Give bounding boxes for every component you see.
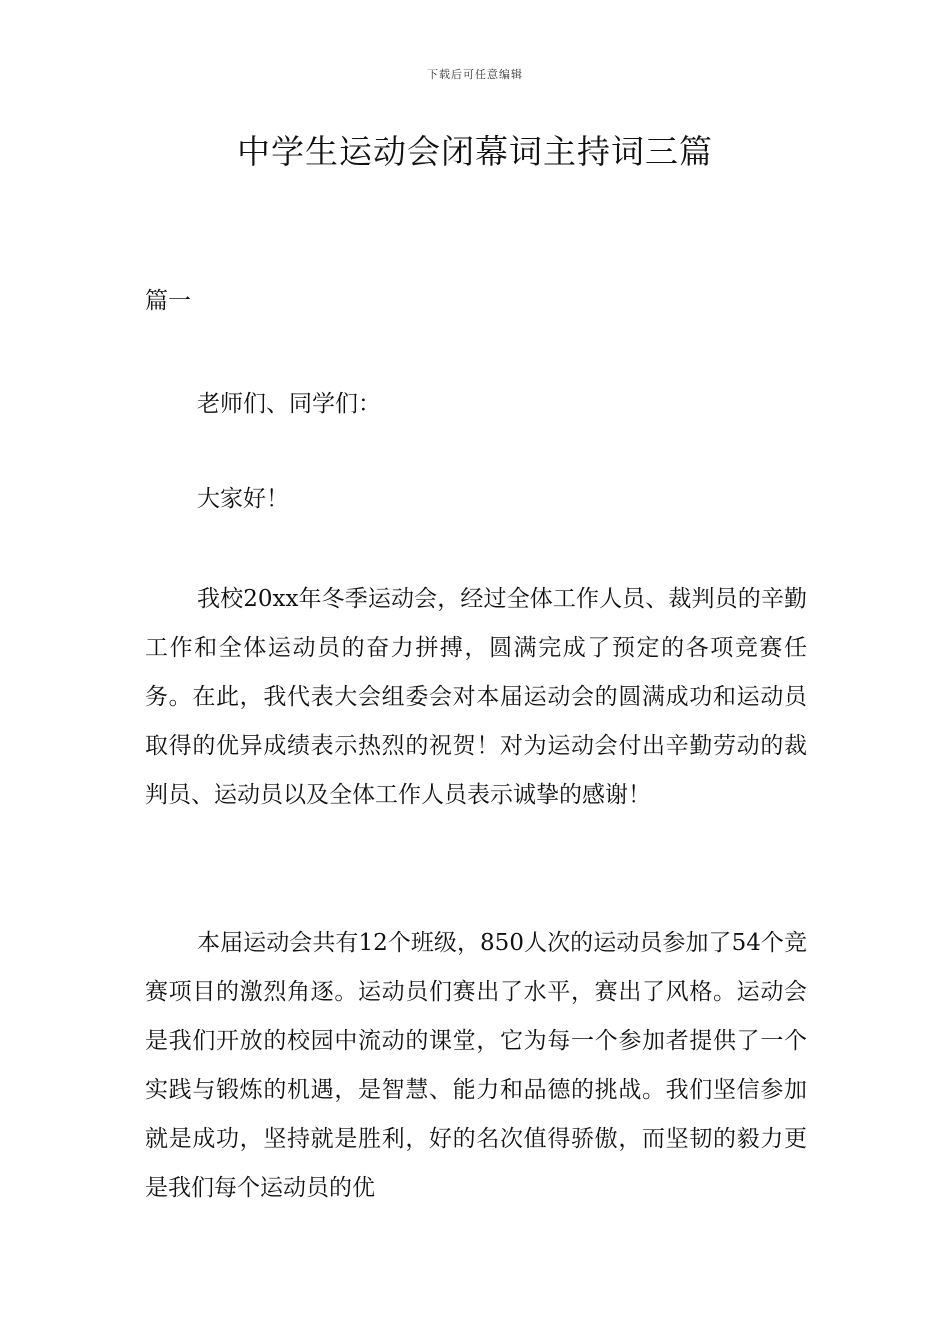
greeting-line-2: 大家好！ [197, 486, 289, 512]
section-label: 篇一 [145, 288, 191, 314]
body-paragraph-1: 我校20xx年冬季运动会，经过全体工作人员、裁判员的辛勤工作和全体运动员的奋力拼搏，圆满完成了预定的各项竞赛任务。在此，我代表大会组委会对本届运动会的圆满成功和运动员取得的优异成绩表示热烈的祝贺！对为运动会付出辛勤劳动的裁判员、运动员以及全体工作人员表示诚挚的感谢！ [145, 586, 807, 808]
document-title: 中学生运动会闭幕词主持词三篇 [237, 132, 713, 171]
greeting-line-1: 老师们、同学们： [197, 391, 381, 417]
header-note: 下载后可任意编辑 [427, 68, 523, 81]
body-paragraph-2: 本届运动会共有12个班级，850人次的运动员参加了54个竞赛项目的激烈角逐。运动员们赛出了水平，赛出了风格。运动会是我们开放的校园中流动的课堂，它为每一个参加者提供了一个实践与锻炼的机遇，是智慧、能力和品德的挑战。我们坚信参加就是成功，坚持就是胜利，好的名次值得骄傲，而坚韧的毅力更是我们每个运动员的优 [145, 930, 807, 1201]
